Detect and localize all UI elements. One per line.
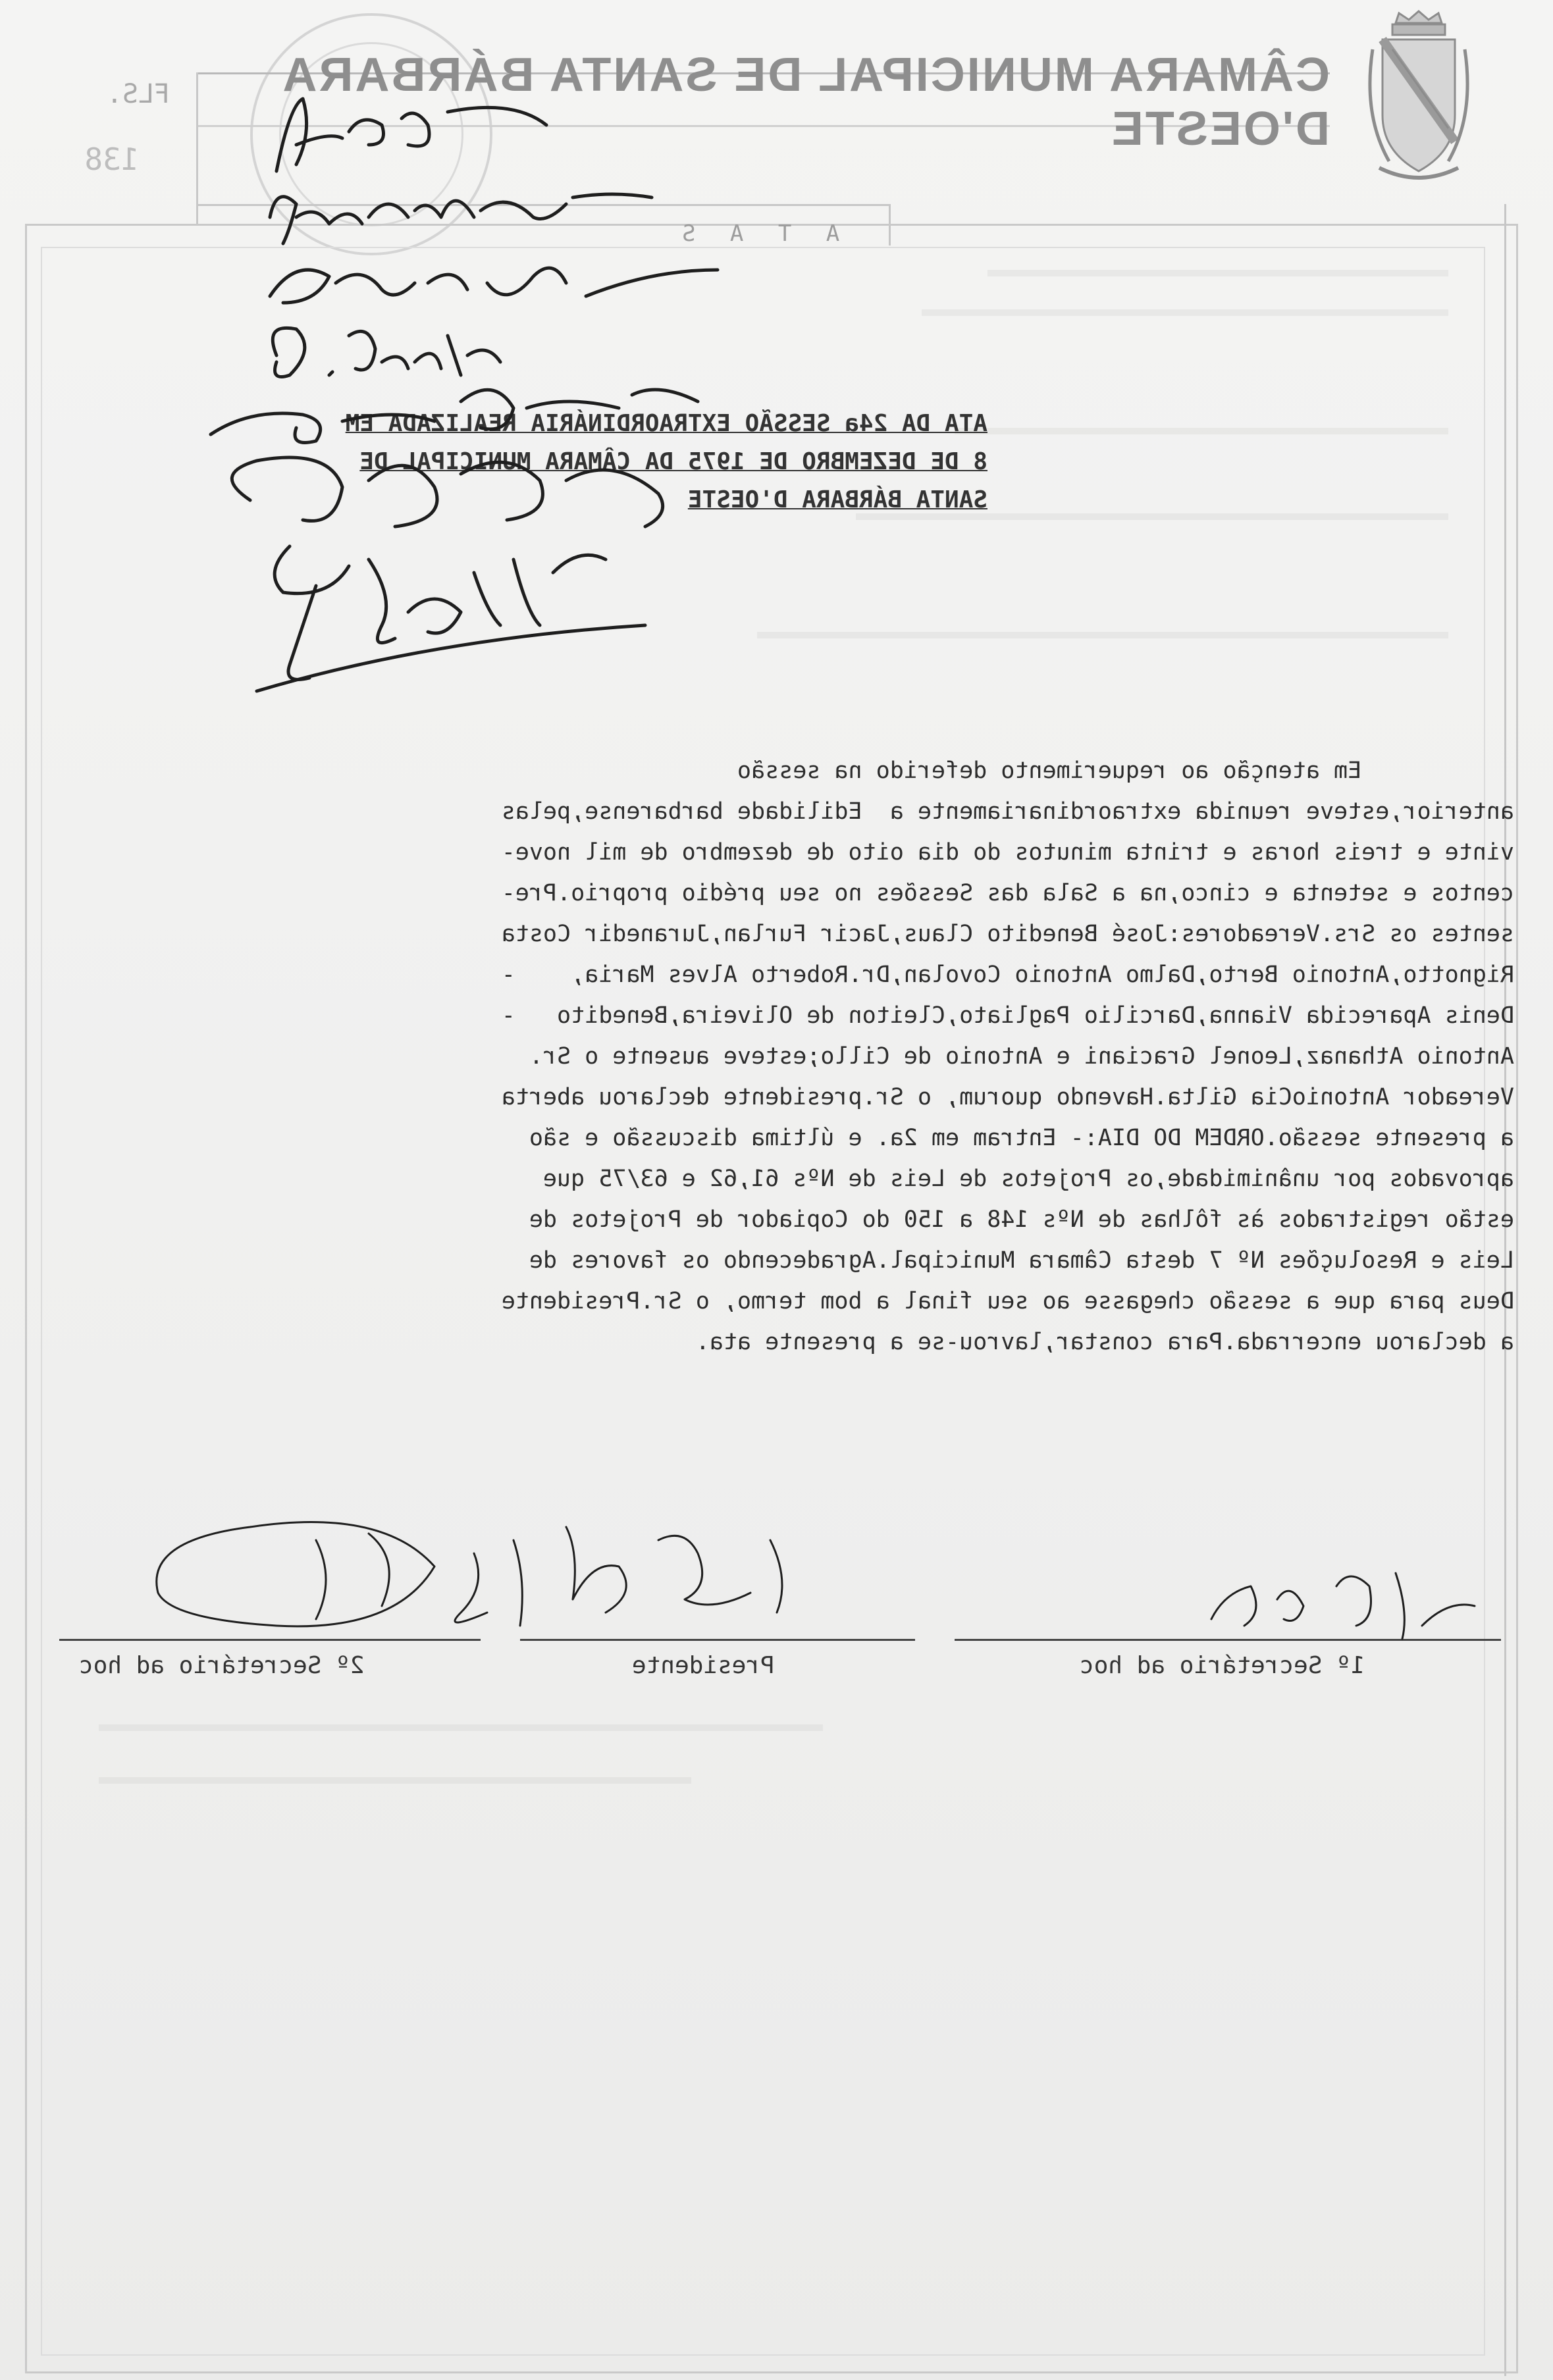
body-line: Denis Aparecida Vianna,Darcilio Pagliato,Cleiton de Oliveira,Benedito - <box>501 1002 1514 1029</box>
body-line: Rignotto,Antonio Berto,Dalmo Antonio Covolan,Dr.Roberto Alves Maria, - <box>501 962 1514 988</box>
president-label: Presidente <box>632 1652 775 1679</box>
second-secretary-label: 2º Secretário ad hoc <box>79 1652 365 1679</box>
body-line: vinte e treis horas e trinta minutos do dia oito de dezembro de mil nove- <box>501 839 1514 866</box>
chamber-title: CÂMARA MUNICIPAL DE SANTA BÁRBARA D'OESTE <box>282 49 1330 155</box>
handwritten-signature <box>250 92 579 184</box>
minutes-body <box>66 750 1514 1362</box>
folio-label: FLS. <box>106 79 171 109</box>
body-line: anterior,esteve reunida extraordinariamente a Edilidade barbarense,pelas <box>501 798 1514 825</box>
section-label: A T A S <box>671 220 840 247</box>
handwritten-signature <box>1185 1540 1488 1652</box>
handwritten-signature <box>237 520 698 704</box>
headline-line: ATA DA 24a SESSÃO EXTRAORDINÁRIA REALIZADA EM <box>345 410 987 437</box>
body-line: a declarou encerrada.Para constar,lavrou-se a presente ata. <box>695 1329 1514 1355</box>
body-line: Vereador AntonioCia Gilta.Havendo quorum, o Sr.presidente declarou aberta <box>501 1084 1514 1110</box>
body-line: estão registrados às fôlhas de Nºs 148 a 150 do Copiador de Projetos de <box>529 1206 1514 1233</box>
first-secretary-label: 1º Secretário ad hoc <box>1080 1652 1365 1679</box>
body-line: Leis e Resoluções Nº 7 desta Câmara Municipal.Agradecendo os favores de <box>529 1247 1514 1274</box>
header-divider <box>196 72 198 224</box>
body-line: Deus para que a sessão chegasse ao seu final a bom termo, o Sr.Presidente <box>501 1288 1514 1314</box>
folio-number: 138 <box>84 142 140 177</box>
headline-line: 8 DE DEZEMBRO DE 1975 DA CÂMARA MUNICIPAL DE <box>359 448 987 475</box>
coat-of-arms-icon <box>1359 10 1478 188</box>
body-line: Antonio Athanaz,Leonel Graciani e Antonio de Cillo;esteve ausente o Sr. <box>529 1043 1514 1070</box>
body-line: sentes os Srs.Vereadores:José Benedito Claus,Jacir Furlan,Juranedir Costa <box>501 921 1514 947</box>
body-line: aprovados por unânimidade,os Projetos de Leis de Nºs 61,62 e 63/75 que <box>542 1166 1514 1192</box>
body-line: Em atenção ao requerimento deferido na sessão <box>737 758 1514 784</box>
body-line: centos e setenta e cinco,na a Sala das Sessões no seu prédio proprio.Pre- <box>501 880 1514 906</box>
body-line: a presente sessão.ORDEM DO DIA:- Entram em 2a. e última discussão e são <box>529 1125 1514 1151</box>
handwritten-signature <box>118 1501 856 1652</box>
headline-line: SANTA BÁRBARA D'OESTE <box>687 486 987 513</box>
